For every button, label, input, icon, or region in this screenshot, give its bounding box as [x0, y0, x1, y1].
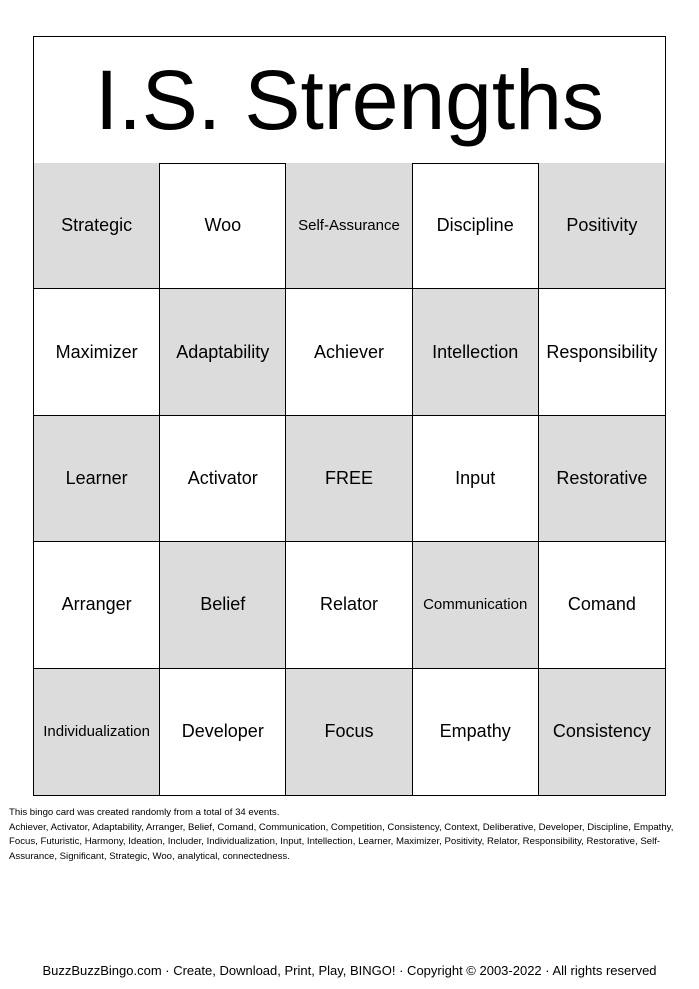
bingo-cell-label: Consistency: [552, 721, 651, 742]
bingo-card: [33, 36, 666, 796]
bingo-cell: [539, 163, 665, 289]
bingo-cell: [286, 416, 412, 542]
footer-copyright: BuzzBuzzBingo.com · Create, Download, Print, Play, BINGO! · Copyright © 2003-2022 · All rights reserved: [42, 963, 657, 978]
bingo-cell-label: Comand: [567, 594, 636, 615]
bingo-cell-label: Belief: [200, 594, 246, 615]
bingo-cell: [160, 416, 286, 542]
bingo-cell: [286, 542, 412, 668]
bingo-cell-label: Focus: [324, 721, 374, 742]
bingo-cell-label: Activator: [187, 467, 258, 488]
bingo-cell: [34, 163, 160, 289]
bingo-cell-label: Developer: [181, 721, 264, 742]
bingo-cell: [413, 416, 539, 542]
bingo-cell-label: Intellection: [432, 341, 519, 362]
bingo-cell-label: Adaptability: [176, 341, 270, 362]
info-summary: This bingo card was created randomly from a total of 34 events.: [9, 807, 280, 818]
bingo-cell-label: Relator: [319, 594, 378, 615]
bingo-cell-label: Individualization: [43, 723, 150, 741]
bingo-cell-label: Input: [455, 467, 496, 488]
bingo-cell-label: Arranger: [61, 594, 132, 615]
bingo-cell: [286, 289, 412, 415]
bingo-cell-label: Woo: [204, 215, 242, 236]
card-info: [9, 806, 691, 864]
bingo-grid: [34, 163, 665, 795]
bingo-cell: [160, 542, 286, 668]
bingo-cell: [160, 669, 286, 795]
bingo-cell: [539, 669, 665, 795]
bingo-cell: [413, 163, 539, 289]
bingo-cell: [413, 669, 539, 795]
bingo-cell: [286, 163, 412, 289]
bingo-cell-label: Self-Assurance: [298, 217, 400, 235]
bingo-cell-label: Learner: [65, 467, 128, 488]
bingo-cell-label: FREE: [324, 467, 373, 488]
bingo-cell-label: Communication: [423, 596, 528, 614]
card-title: I.S. Strengths: [95, 53, 604, 147]
bingo-cell: [286, 669, 412, 795]
bingo-cell: [413, 289, 539, 415]
bingo-cell: [34, 416, 160, 542]
bingo-cell-label: Discipline: [436, 215, 514, 236]
bingo-cell-label: Strategic: [61, 215, 133, 236]
bingo-cell-label: Restorative: [556, 467, 648, 488]
bingo-cell-label: Empathy: [439, 721, 511, 742]
bingo-cell-label: Maximizer: [55, 341, 138, 362]
bingo-cell: [160, 163, 286, 289]
bingo-cell: [160, 289, 286, 415]
bingo-cell: [539, 542, 665, 668]
bingo-cell-label: Achiever: [313, 341, 384, 362]
bingo-cell: [539, 289, 665, 415]
title-row: [34, 37, 665, 164]
bingo-cell: [34, 669, 160, 795]
bingo-cell: [34, 542, 160, 668]
bingo-cell: [34, 289, 160, 415]
info-event-list: Achiever, Activator, Adaptability, Arranger, Belief, Comand, Communication, Competition, Consistency, Context, Deliberative, Developer, Discipline, Empathy, Focus, Futuristic, Harmony, Ideation, Includer, Individualization, Input, Intellection, Learner, Maximizer, Positivity, Relator, Responsibility, Restorative, Self-Assurance, Significant, Strategic, Woo, analytical, connectedness.: [9, 821, 674, 862]
bingo-cell: [539, 416, 665, 542]
bingo-cell-label: Positivity: [566, 215, 638, 236]
bingo-cell: [413, 542, 539, 668]
bingo-cell-label: Responsibility: [546, 341, 658, 362]
